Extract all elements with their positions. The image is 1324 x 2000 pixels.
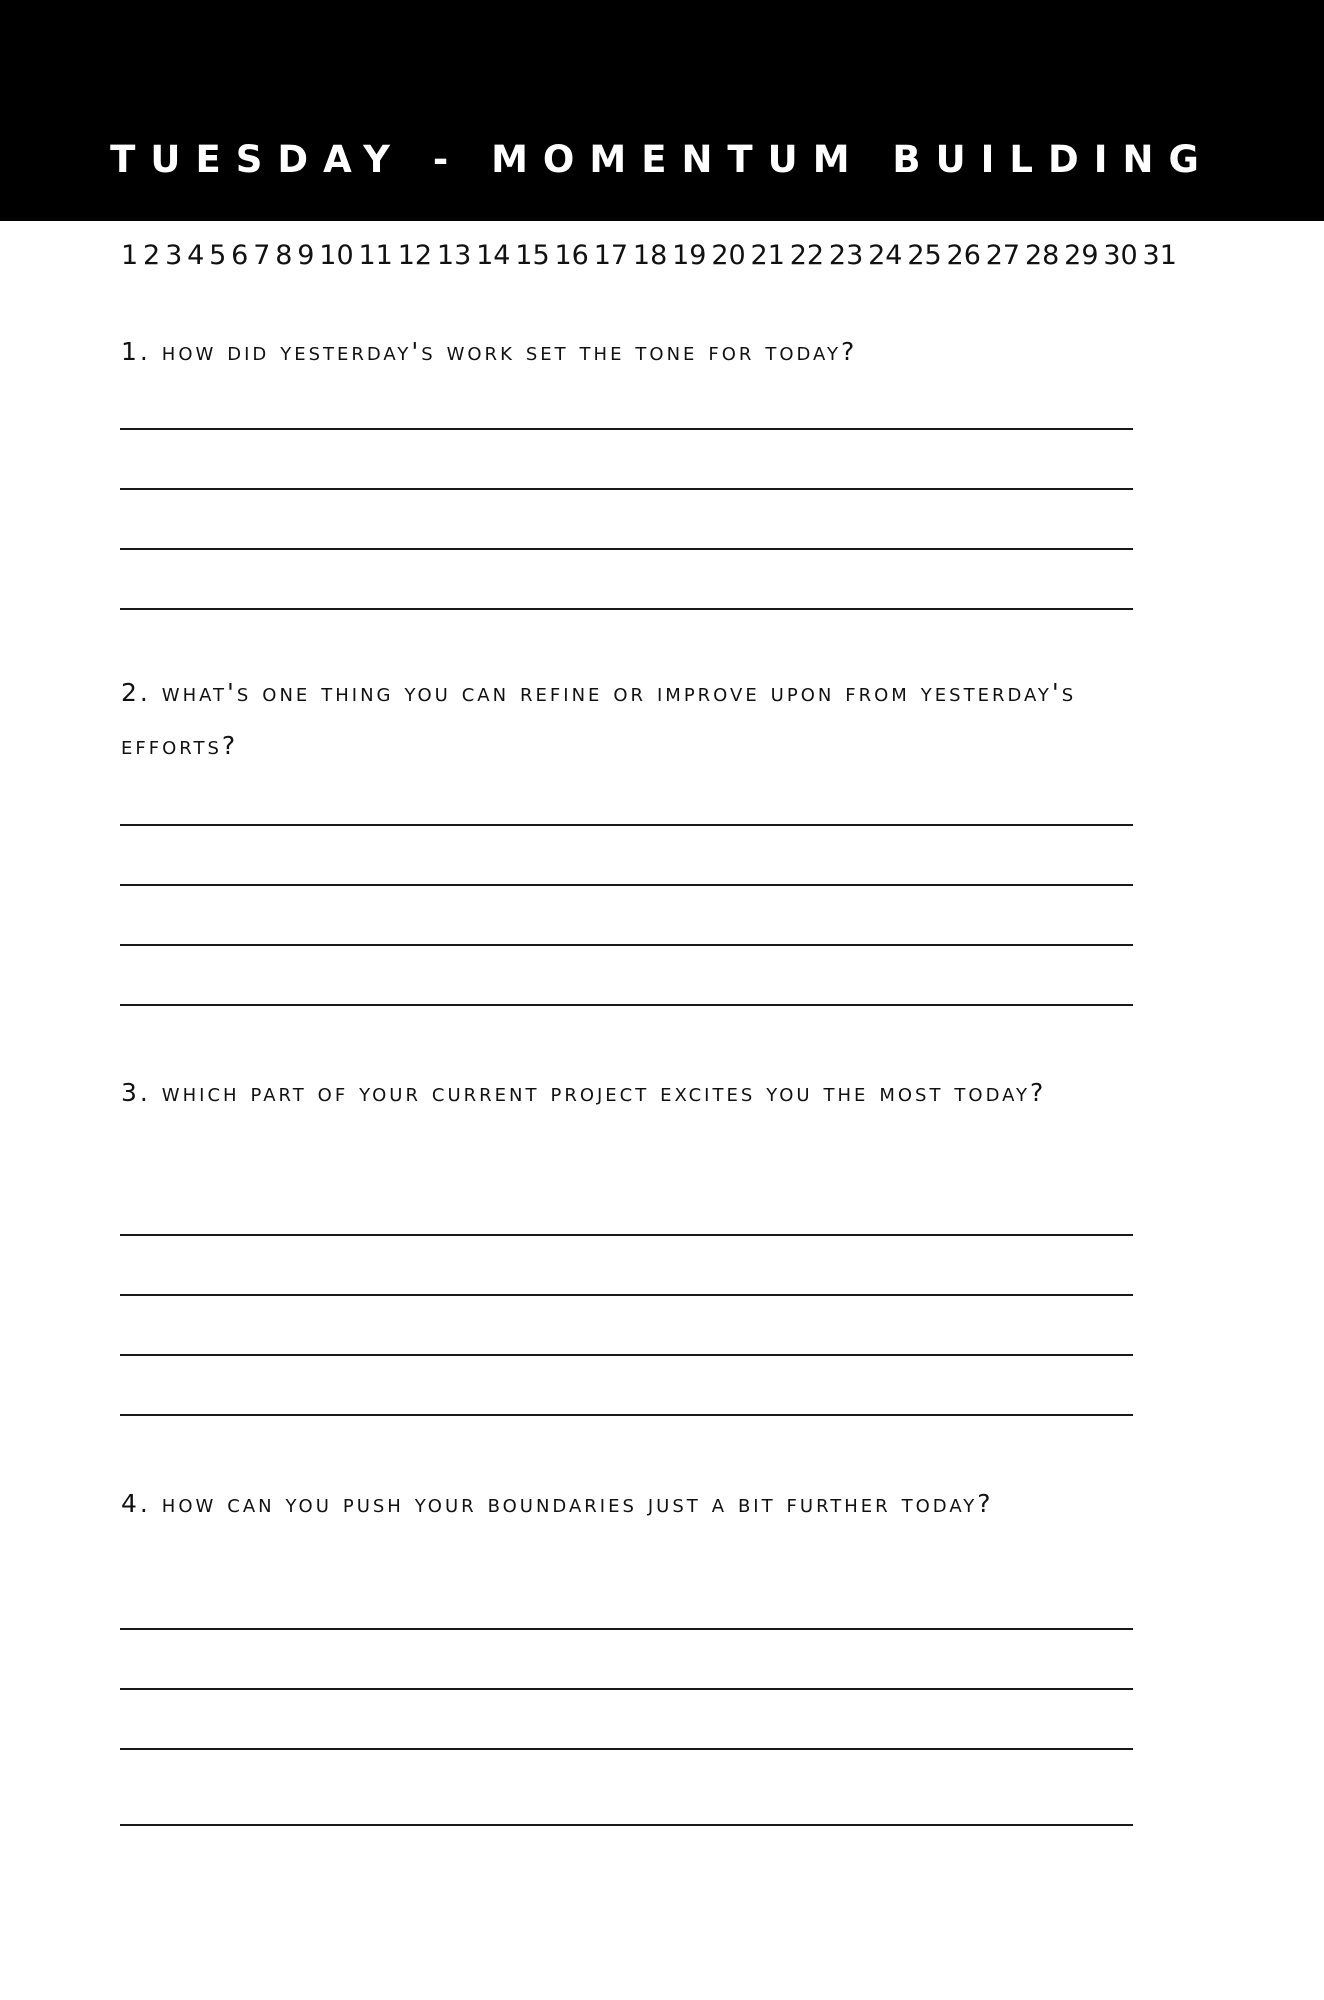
date-number[interactable]: 11 (358, 240, 393, 271)
date-number[interactable]: 29 (1064, 240, 1099, 271)
answer-line-q2-1[interactable] (120, 824, 1133, 826)
date-number[interactable]: 20 (711, 240, 746, 271)
date-number[interactable]: 22 (789, 240, 825, 271)
answer-line-q4-3[interactable] (120, 1748, 1133, 1750)
answer-line-q3-4[interactable] (120, 1414, 1133, 1416)
question-1: 1. how did yesterday's work set the tone for today? (121, 337, 858, 366)
date-number[interactable]: 3 (165, 240, 183, 271)
answer-line-q4-2[interactable] (120, 1688, 1133, 1690)
date-number[interactable]: 5 (209, 240, 227, 271)
page-title: TUESDAY - MOMENTUM BUILDING (110, 138, 1214, 181)
answer-line-q4-4[interactable] (120, 1824, 1133, 1826)
date-number[interactable]: 21 (750, 240, 785, 271)
date-number[interactable]: 10 (319, 240, 354, 271)
date-number[interactable]: 31 (1142, 240, 1177, 271)
answer-line-q3-1[interactable] (120, 1234, 1133, 1236)
date-number[interactable]: 6 (231, 240, 249, 271)
question-4: 4. how can you push your boundaries just a bit further today? (121, 1489, 994, 1518)
date-number[interactable]: 25 (907, 240, 942, 271)
answer-line-q1-3[interactable] (120, 548, 1133, 550)
date-number[interactable]: 2 (143, 240, 161, 271)
date-number[interactable]: 17 (593, 240, 629, 271)
date-number[interactable]: 13 (436, 240, 472, 271)
answer-line-q2-2[interactable] (120, 884, 1133, 886)
date-number[interactable]: 28 (1024, 240, 1060, 271)
date-number[interactable]: 30 (1103, 240, 1138, 271)
date-number[interactable]: 27 (985, 240, 1021, 271)
date-tracker (121, 236, 1177, 276)
date-number[interactable]: 18 (632, 240, 668, 271)
answer-line-q3-3[interactable] (120, 1354, 1133, 1356)
date-number[interactable]: 9 (297, 240, 315, 271)
question-3: 3. which part of your current project excites you the most today? (121, 1078, 1047, 1107)
answer-line-q2-4[interactable] (120, 1004, 1133, 1006)
date-number[interactable]: 12 (397, 240, 433, 271)
answer-line-q3-2[interactable] (120, 1294, 1133, 1296)
date-number[interactable]: 24 (868, 240, 903, 271)
answer-line-q4-1[interactable] (120, 1628, 1133, 1630)
answer-line-q2-3[interactable] (120, 944, 1133, 946)
date-number[interactable]: 7 (253, 240, 271, 271)
date-number[interactable]: 1 (121, 240, 139, 271)
question-2: 2. what's one thing you can refine or improve upon from yesterday's efforts? (121, 678, 1077, 760)
date-number[interactable]: 4 (187, 240, 205, 271)
answer-line-q1-1[interactable] (120, 428, 1133, 430)
date-number[interactable]: 16 (554, 240, 589, 271)
date-number[interactable]: 23 (828, 240, 864, 271)
date-number[interactable]: 15 (515, 240, 550, 271)
header-banner (0, 0, 1324, 221)
answer-line-q1-4[interactable] (120, 608, 1133, 610)
date-number[interactable]: 8 (275, 240, 293, 271)
date-number[interactable]: 19 (672, 240, 707, 271)
answer-line-q1-2[interactable] (120, 488, 1133, 490)
date-number[interactable]: 14 (476, 240, 511, 271)
date-number[interactable]: 26 (946, 240, 981, 271)
